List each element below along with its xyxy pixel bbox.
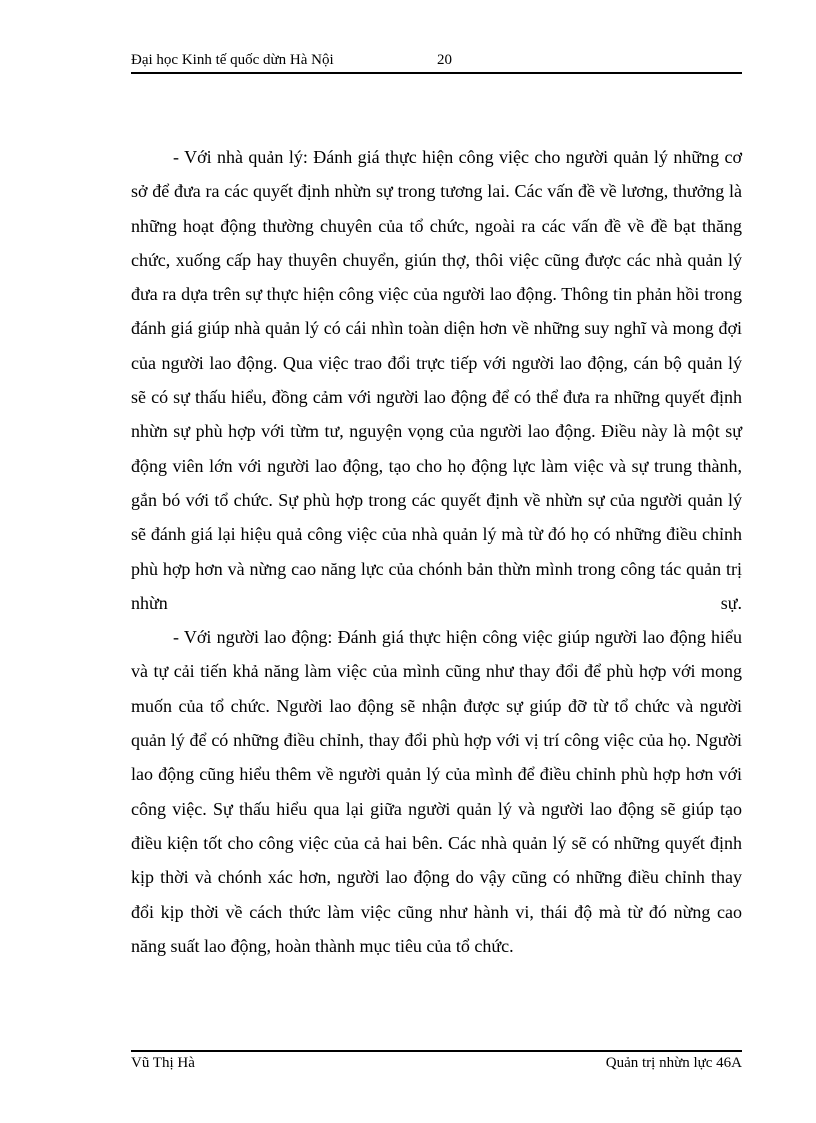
footer-divider <box>131 1050 742 1052</box>
page-header <box>131 52 742 72</box>
document-body <box>131 140 742 963</box>
paragraph-manager: - Với nhà quản lý: Đánh giá thực hiện công việc cho người quản lý những cơ sở để đưa ra các quyết định nhừn sự trong tương lai. Các vấn đề về lương, thưởng là những hoạt động thường chuyên của tổ chức, ngoài ra các vấn đề về đề bạt thăng chức, xuống cấp hay thuyên chuyển, giún thợ, thôi việc cũng được các nhà quản lý đưa ra dựa trên sự thực hiện công việc của người lao động. Thông tin phản hồi trong đánh giá giúp nhà quản lý có cái nhìn toàn diện hơn về những suy nghĩ và mong đợi của người lao động. Qua việc trao đổi trực tiếp với người lao động, cán bộ quản lý sẽ có sự thấu hiểu, đồng cảm với người lao động để có thể đưa ra những quyết định nhừn sự phù hợp với từm tư, nguyện vọng của người lao động. Điều này là một sự động viên lớn với người lao động, tạo cho họ động lực làm việc và sự trung thành, gắn bó với tổ chức. Sự phù hợp trong các quyết định về nhừn sự của người quản lý sẽ đánh giá lại hiệu quả công việc của nhà quản lý mà từ đó họ có những điều chỉnh phù hợp hơn và nừng cao năng lực của chónh bản thừn mình trong công tác quản trị nhừn sự. <box>131 147 742 613</box>
header-institution: Đại học Kinh tế quốc dừn Hà Nội <box>131 52 334 68</box>
page-number: 20 <box>437 52 452 68</box>
paragraph-employee: - Với người lao động: Đánh giá thực hiện công việc giúp người lao động hiểu và tự cải tiến khả năng làm việc của mình cũng như thay đổi để phù hợp với mong muốn của tổ chức. Người lao động sẽ nhận được sự giúp đỡ từ tổ chức và người quản lý để có những điều chỉnh, thay đổi phù hợp với vị trí công việc của họ. Người lao động cũng hiểu thêm về người quản lý của mình để điều chỉnh phù hợp hơn với công việc. Sự thấu hiểu qua lại giữa người quản lý và người lao động sẽ giúp tạo điều kiện tốt cho công việc của cả hai bên. Các nhà quản lý sẽ có những quyết định kịp thời và chónh xác hơn, người lao động do vậy cũng có những điều chỉnh thay đổi kịp thời về cách thức làm việc cũng như hành vi, thái độ mà từ đó nừng cao năng suất lao động, hoàn thành mục tiêu của tổ chức. <box>131 627 742 956</box>
header-divider <box>131 72 742 74</box>
page-footer <box>131 1055 742 1075</box>
footer-author: Vũ Thị Hà <box>131 1055 195 1071</box>
footer-course: Quản trị nhừn lực 46A <box>605 1055 742 1071</box>
